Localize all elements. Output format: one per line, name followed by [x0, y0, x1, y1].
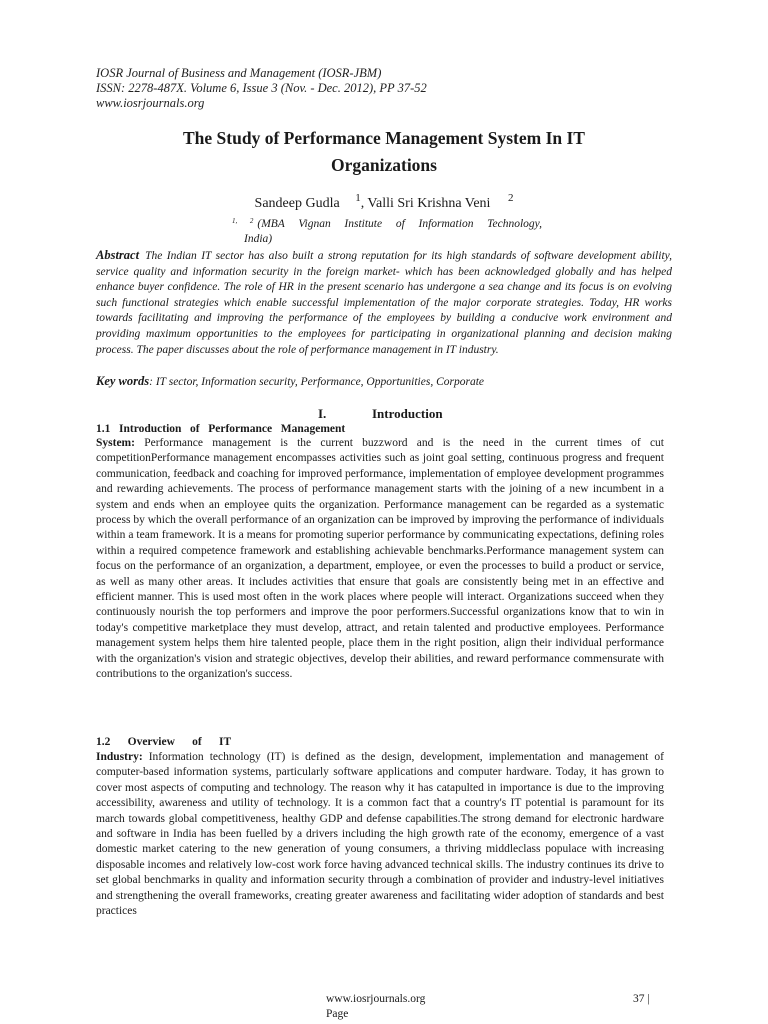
subsection-1-1-text [96, 436, 664, 683]
footer-page-word: Page [326, 1008, 349, 1020]
abstract [96, 248, 672, 358]
paper-title-line2: Organizations [331, 155, 437, 175]
subsection-1-2-body: Information technology (IT) is defined as the design, development, implementation and management of computer-based information systems, particularly software applications and computer hardware. Today, it has grown to cover most aspects of computing and technology. The reason why it has catapulted in importance is due to the improving accessibility, awareness and utility of technology. It is a common fact that a country's IT potential is paramount for its march towards global competitiveness, healthy GDP and defense capabilities.The strong demand for electronic hardware and software in India has been fuelled by a drivers including the high growth rate of the economy, emergence of a vast domestic market catering to the new generation of young consumers, a thriving middleclass populace with increasing disposable incomes and relatively low-cost work force having advanced technical skills. The industry continues its drive to set global benchmarks in quality and information security through a combination of provider and industry-level initiatives and strengthening the overall frameworks, creating greater awareness and facilitating wider adoption of standards and best practices [96, 751, 664, 918]
footer-page-number: 37 | [633, 993, 650, 1005]
section-title: Introduction [372, 406, 443, 421]
journal-url: www.iosrjournals.org [96, 96, 205, 110]
keywords-text: : IT sector, Information security, Performance, Opportunities, Corporate [149, 376, 484, 388]
keywords-label: Key words [96, 374, 150, 388]
keywords [96, 374, 672, 390]
affiliation [232, 214, 542, 247]
subsection-heading-1-2: 1.2 Overview of IT [96, 736, 232, 748]
subsection-1-1-lead: System: [96, 437, 135, 449]
abstract-label: Abstract [96, 248, 140, 262]
footer-url: www.iosrjournals.org [326, 993, 426, 1005]
affiliation-line2: India) [244, 233, 273, 245]
journal-header [96, 66, 427, 111]
paper-title-line1: The Study of Performance Management System In IT [183, 128, 585, 148]
section-number: I. [318, 406, 327, 421]
author-2: , Valli Sri Krishna Veni [360, 196, 491, 211]
paper-title [96, 125, 672, 179]
subsection-1-2-text [96, 750, 664, 919]
author-list [0, 192, 768, 212]
author-1: Sandeep Gudla [254, 196, 340, 211]
subsection-1-1-body: Performance management is the current buzzword and is the need in the current times of cut competitionPerformance management encompasses activities such as joint goal setting, continuous progress and frequent communication, feedback and coaching for improved performance, implementation of employee development programmes and rewarding achievements. The process of performance management starts with the joining of a new incumbent in a system and ends when an employee quits the organization. Performance management can be regarded as a systematic process by which the overall performance of an organization can be improved by improving the performance of individuals within a team framework. It is a means for promoting superior performance by communicating expectations, defining roles within a required competence framework and establishing achievable benchmarks.Performance management system can focus on the performance of an organization, a department, employee, or even the processes to build a product or service, as well as many other areas. It includes activities that ensure that goals are consistently being met in an effective and efficient manner. This is used most often in the work places where people will interact. Organizations succeed when they continuously nourish the top performers and improve the poor performers.Successful organizations know that to win in today's competitive marketplace they must develop, attract, and retain talented and productive employees. Performance management system helps them hire talented people, place them in the right position, align their individual performance with the organization's vision and strategic objectives, develop their abilities, and reward performance commensurate with contributions to the organization's success. [96, 437, 665, 681]
author-1-superscript: 1 [355, 192, 361, 204]
journal-name: IOSR Journal of Business and Management (IOSR-JBM) [96, 66, 382, 80]
author-2-superscript: 2 [507, 192, 514, 204]
subsection-heading-1-1: 1.1 Introduction of Performance Management [96, 423, 346, 435]
journal-issn: ISSN: 2278-487X. Volume 6, Issue 3 (Nov. - Dec. 2012), PP 37-52 [96, 81, 427, 95]
affiliation-line1: (MBA Vignan Institute of Information Technology, [257, 218, 543, 230]
affiliation-superscript: 1, 2 [232, 217, 254, 225]
subsection-1-2-lead: Industry: [96, 751, 143, 763]
abstract-text: The Indian IT sector has also built a strong reputation for its high standards of software development ability, service quality and information security in the foreign market- which has been acknowledged globally and has helped enhance buyer confidence. The role of HR in the present scenario has undergone a sea change and its focus is on evolving such functional strategies which enable successful implementation of the major corporate strategies. Today, HR works towards facilitating and improving the performance of the employees by building a conducive work environment and providing maximum opportunities to the employees for participating in organizational planning and decision making process. The paper discusses about the role of performance management in IT industry. [96, 250, 672, 356]
